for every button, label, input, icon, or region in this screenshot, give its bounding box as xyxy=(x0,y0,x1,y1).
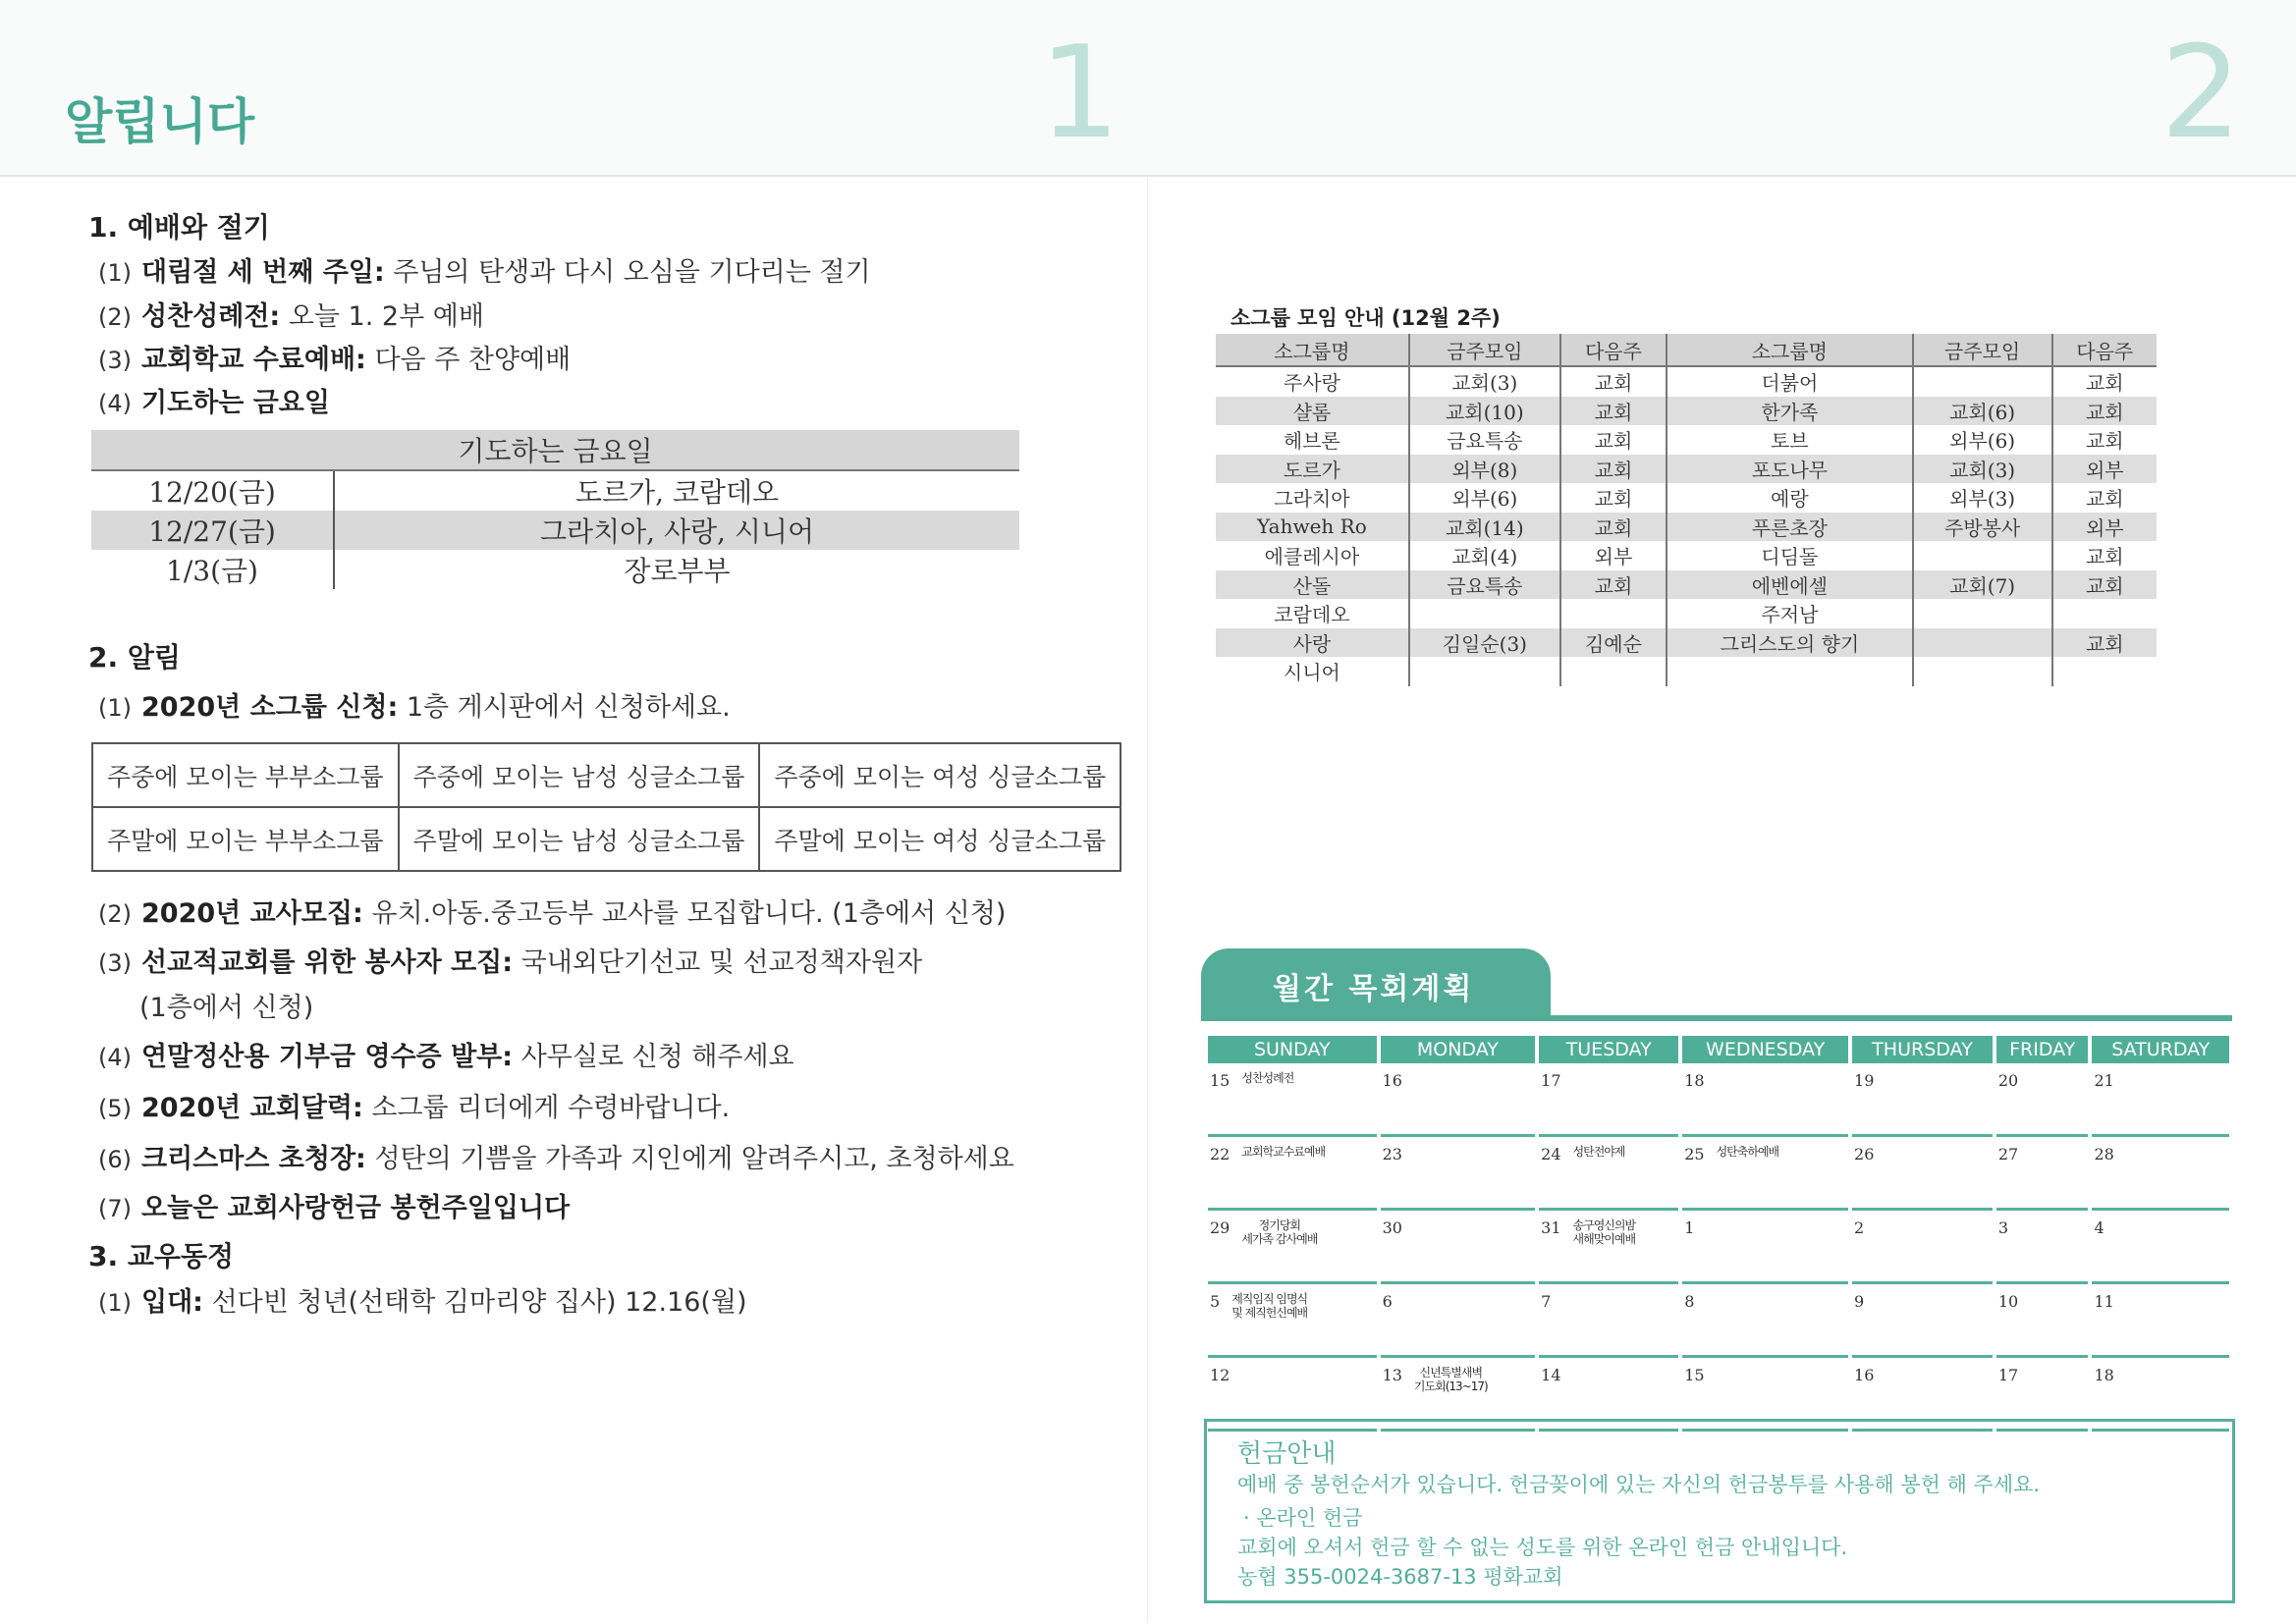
table-row xyxy=(91,550,1019,589)
table-cell: 주저남 xyxy=(1667,599,1913,628)
prayer-names: 장로부부 xyxy=(624,555,731,587)
table-row xyxy=(1216,541,2157,570)
calendar-event xyxy=(1717,1145,1779,1159)
calendar-day-cell xyxy=(1682,1137,1848,1211)
calendar-date: 14 xyxy=(1541,1366,1561,1384)
worship-item-3 xyxy=(98,338,571,376)
calendar-week-row xyxy=(1208,1063,2229,1137)
table-cell: 교회 xyxy=(1560,570,1667,600)
table-cell xyxy=(1560,657,1667,686)
table-cell: 외부 xyxy=(1560,541,1667,570)
item-text: 주님의 탄생과 다시 오심을 기다리는 절기 xyxy=(393,257,871,288)
calendar-date: 15 xyxy=(1210,1071,1230,1090)
calendar-date: 7 xyxy=(1541,1292,1552,1311)
calendar-event xyxy=(1241,1218,1317,1246)
calendar-date: 3 xyxy=(1997,1218,2009,1237)
table-cell: 더붉어 xyxy=(1667,366,1913,397)
prayer-date: 1/3(금) xyxy=(91,550,334,589)
calendar-event-line: 신년특별새벽 xyxy=(1419,1366,1483,1380)
table-cell: 예랑 xyxy=(1667,483,1913,513)
calendar-day-cell xyxy=(1381,1063,1536,1137)
calendar-event-line: 성탄축하예배 xyxy=(1716,1145,1779,1159)
calendar-date: 23 xyxy=(1382,1145,1402,1163)
calendar-event xyxy=(1573,1218,1636,1246)
table-cell: 교회 xyxy=(2052,397,2157,426)
calendar-date: 29 xyxy=(1210,1218,1230,1237)
calendar-event-line: 및 제직헌신예배 xyxy=(1231,1306,1308,1320)
calendar-event-line: 성찬성례전 xyxy=(1241,1071,1294,1085)
notice-item-3-continuation: (1층에서 신청) xyxy=(139,993,314,1023)
item-number: (6) xyxy=(98,1146,132,1173)
table-row xyxy=(1216,483,2157,513)
table-row xyxy=(1216,628,2157,658)
weekday-header: TUESDAY xyxy=(1539,1036,1678,1063)
page-number-left: 1 xyxy=(1039,18,1121,167)
item-label: 2020년 교회달력: xyxy=(141,1093,363,1123)
column-header: 금주모임 xyxy=(1409,334,1560,366)
item-text: 성탄의 기쁨을 가족과 지인에게 알려주시고, 초청하세요 xyxy=(374,1144,1014,1174)
small-group-schedule-table xyxy=(1216,334,2157,686)
small-group-types-table xyxy=(91,742,1121,872)
calendar-event-line: 성탄전야제 xyxy=(1572,1145,1625,1159)
prayer-table-header: 기도하는 금요일 xyxy=(91,430,1019,470)
calendar-event-line: 제직임직 임명식 xyxy=(1231,1292,1308,1306)
page-number-right: 2 xyxy=(2160,18,2242,167)
calendar-date: 19 xyxy=(1854,1071,1875,1090)
offering-line-1: 예배 중 봉헌순서가 있습니다. 헌금꽂이에 있는 자신의 헌금봉투를 사용해 봉헌 해 주세요. xyxy=(1237,1473,2041,1496)
table-cell xyxy=(1913,541,2052,570)
item-number: (2) xyxy=(98,900,132,928)
table-row xyxy=(1216,570,2157,600)
calendar-date: 26 xyxy=(1854,1145,1875,1163)
calendar-date: 20 xyxy=(1997,1071,2019,1090)
table-cell: 포도나무 xyxy=(1667,455,1913,484)
table-cell xyxy=(1913,657,2052,686)
column-header: 소그룹명 xyxy=(1216,334,1409,366)
weekday-header: FRIDAY xyxy=(1996,1036,2089,1063)
calendar-date: 22 xyxy=(1210,1145,1230,1163)
prayer-names: 도르가, 코람데오 xyxy=(574,476,780,509)
calendar-date: 4 xyxy=(2094,1218,2105,1237)
notice-item-4 xyxy=(98,1035,794,1073)
item-label: 2020년 교사모집: xyxy=(141,898,363,929)
table-cell xyxy=(2052,599,2157,628)
table-cell: Yahweh Ro xyxy=(1216,513,1409,542)
page-title: 알립니다 xyxy=(65,93,255,150)
table-cell: 샬롬 xyxy=(1216,397,1409,426)
item-text: 1층 게시판에서 신청하세요. xyxy=(406,692,731,723)
group-type-cell: 주중에 모이는 남성 싱글소그룹 xyxy=(399,743,760,807)
calendar-day-cell xyxy=(1682,1284,1848,1358)
table-cell: 교회 xyxy=(1560,455,1667,484)
table-cell: 교회 xyxy=(1560,366,1667,397)
calendar-date: 17 xyxy=(1541,1071,1561,1090)
calendar-event-line: 기도회(13~17) xyxy=(1413,1380,1488,1393)
offering-title: 헌금안내 xyxy=(1237,1439,1337,1469)
prayer-date: 12/20(금) xyxy=(91,470,334,511)
table-cell: 교회 xyxy=(2052,570,2157,600)
table-cell: 김일순(3) xyxy=(1409,628,1560,658)
table-row xyxy=(1216,657,2157,686)
calendar-date: 18 xyxy=(2094,1366,2114,1384)
table-cell: 그라치아 xyxy=(1216,483,1409,513)
item-label: 크리스마스 초청장: xyxy=(141,1144,366,1174)
table-cell: 교회 xyxy=(2052,628,2157,658)
table-row xyxy=(1216,425,2157,455)
item-text: 다음 주 찬양예배 xyxy=(374,345,572,375)
calendar-date: 11 xyxy=(2094,1292,2114,1311)
calendar-day-cell xyxy=(2092,1284,2229,1358)
calendar-day-cell xyxy=(1996,1137,2089,1211)
worship-item-1 xyxy=(98,250,871,289)
table-cell: 토브 xyxy=(1667,425,1913,455)
table-cell xyxy=(1409,657,1560,686)
table-cell xyxy=(1913,366,2052,397)
table-cell: 에벤에셀 xyxy=(1667,570,1913,600)
calendar-date: 2 xyxy=(1854,1218,1865,1237)
group-type-cell: 주중에 모이는 부부소그룹 xyxy=(92,743,399,807)
prayer-date: 12/27(금) xyxy=(91,511,334,550)
calendar-date: 31 xyxy=(1541,1218,1561,1237)
notice-item-6 xyxy=(98,1137,1014,1175)
table-cell: 한가족 xyxy=(1667,397,1913,426)
calendar-event xyxy=(1231,1292,1307,1320)
weekday-header: SUNDAY xyxy=(1208,1036,1377,1063)
column-header: 금주모임 xyxy=(1913,334,2052,366)
calendar-day-cell xyxy=(2092,1137,2229,1211)
column-header: 다음주 xyxy=(2052,334,2157,366)
calendar-day-cell xyxy=(1208,1137,1377,1211)
table-cell xyxy=(1913,628,2052,658)
table-cell: 헤브론 xyxy=(1216,425,1409,455)
calendar-date: 18 xyxy=(1684,1071,1705,1090)
notice-item-1 xyxy=(98,685,731,724)
section-heading-notice: 2. 알림 xyxy=(88,641,181,674)
table-cell: 교회(14) xyxy=(1409,513,1560,542)
calendar-date: 30 xyxy=(1382,1218,1402,1237)
table-row xyxy=(1216,366,2157,397)
item-text: 유치.아동.중고등부 교사를 모집합니다. (1층에서 신청) xyxy=(371,898,1007,929)
calendar-title: 월간 목회계획 xyxy=(1273,972,1475,1006)
item-label: 대림절 세 번째 주일: xyxy=(141,257,385,288)
small-group-schedule-title: 소그룹 모임 안내 (12월 2주) xyxy=(1230,306,1501,330)
table-cell xyxy=(1409,599,1560,628)
table-cell: 산돌 xyxy=(1216,570,1409,600)
notice-item-3 xyxy=(98,941,922,979)
table-cell xyxy=(2052,657,2157,686)
calendar-event xyxy=(1241,1071,1293,1085)
offering-line-3: 교회에 오셔서 헌금 할 수 없는 성도를 위한 온라인 헌금 안내입니다. xyxy=(1237,1536,1848,1559)
group-type-cell: 주중에 모이는 여성 싱글소그룹 xyxy=(759,743,1121,807)
calendar-day-cell xyxy=(1852,1211,1993,1284)
table-cell xyxy=(1913,599,2052,628)
table-cell: 주방봉사 xyxy=(1913,513,2052,542)
calendar-event-line: 세가족 감사예배 xyxy=(1241,1232,1318,1246)
table-row xyxy=(1216,513,2157,542)
table-cell: 김예순 xyxy=(1560,628,1667,658)
calendar-day-cell xyxy=(1682,1063,1848,1137)
item-label: 2020년 소그룹 신청: xyxy=(141,692,399,723)
table-cell: 교회(3) xyxy=(1913,455,2052,484)
item-text: 선다빈 청년(선태학 김마리양 집사) 12.16(월) xyxy=(211,1287,747,1318)
calendar-day-cell xyxy=(1682,1211,1848,1284)
calendar-event-line: 새해맞이예배 xyxy=(1572,1232,1636,1246)
calendar-date: 21 xyxy=(2094,1071,2114,1090)
calendar-date: 5 xyxy=(1210,1292,1221,1311)
column-header: 다음주 xyxy=(1560,334,1667,366)
table-cell: 교회(3) xyxy=(1409,366,1560,397)
item-label: 선교적교회를 위한 봉사자 모집: xyxy=(141,947,514,978)
offering-line-2: · 온라인 헌금 xyxy=(1243,1506,1363,1530)
calendar-date: 12 xyxy=(1210,1366,1230,1384)
table-cell: 푸른초장 xyxy=(1667,513,1913,542)
weekday-header: WEDNESDAY xyxy=(1682,1036,1848,1063)
table-cell: 외부 xyxy=(2052,513,2157,542)
calendar-date: 24 xyxy=(1541,1145,1561,1163)
table-cell: 교회 xyxy=(2085,429,2124,454)
calendar-day-cell xyxy=(1539,1063,1678,1137)
calendar-date: 10 xyxy=(1997,1292,2019,1311)
item-number: (1) xyxy=(98,259,132,287)
table-cell: 교회(7) xyxy=(1913,570,2052,600)
table-cell: 그리스도의 향기 xyxy=(1667,628,1913,658)
calendar-day-cell xyxy=(1539,1284,1678,1358)
group-type-cell: 주말에 모이는 남성 싱글소그룹 xyxy=(399,807,760,871)
weekday-header: MONDAY xyxy=(1381,1036,1536,1063)
table-cell: 교회 xyxy=(1560,483,1667,513)
item-number: (3) xyxy=(98,347,132,374)
item-text: 사무실로 신청 해주세요 xyxy=(520,1042,794,1072)
worship-item-2 xyxy=(98,295,484,333)
calendar-event-line: 교회학교수료예배 xyxy=(1241,1145,1326,1159)
table-cell: 교회 xyxy=(1560,425,1667,455)
table-row xyxy=(1216,599,2157,628)
table-header-row xyxy=(1216,334,2157,366)
calendar-day-cell xyxy=(1381,1284,1536,1358)
item-text: 소그룹 리더에게 수령바랍니다. xyxy=(371,1093,731,1123)
calendar-day-cell xyxy=(1996,1063,2089,1137)
notice-item-2 xyxy=(98,892,1006,930)
calendar-day-cell xyxy=(1539,1211,1678,1284)
calendar-day-cell xyxy=(1996,1211,2089,1284)
calendar-week-row xyxy=(1208,1284,2229,1358)
item-number: (3) xyxy=(98,949,132,977)
calendar-day-cell xyxy=(1852,1284,1993,1358)
table-cell: 교회 xyxy=(1560,513,1667,542)
section-heading-members: 3. 교우동정 xyxy=(88,1240,235,1272)
item-label: 입대: xyxy=(141,1287,203,1318)
table-row xyxy=(91,511,1019,550)
table-cell: 주사랑 xyxy=(1216,366,1409,397)
table-cell: 코람데오 xyxy=(1216,599,1409,628)
notice-item-7 xyxy=(98,1186,570,1224)
table-cell: 외부 xyxy=(2052,455,2157,484)
table-cell: 외부(6) xyxy=(1913,425,2052,455)
header-band xyxy=(0,0,2296,177)
table-row xyxy=(1216,397,2157,426)
table-cell: 금요특송 xyxy=(1409,570,1560,600)
calendar-date: 15 xyxy=(1684,1366,1705,1384)
calendar-day-cell xyxy=(1852,1137,1993,1211)
table-cell: 에클레시아 xyxy=(1216,541,1409,570)
table-row xyxy=(1216,455,2157,484)
calendar-date: 6 xyxy=(1382,1292,1393,1311)
group-type-cell: 주말에 모이는 여성 싱글소그룹 xyxy=(759,807,1121,871)
calendar-week-row xyxy=(1208,1137,2229,1211)
worship-item-4 xyxy=(98,381,330,419)
table-cell: 교회 xyxy=(2085,545,2124,569)
table-cell: 외부(8) xyxy=(1409,455,1560,484)
item-number: (4) xyxy=(98,1044,132,1071)
calendar-day-cell xyxy=(1208,1211,1377,1284)
calendar-date: 16 xyxy=(1382,1071,1402,1090)
item-label: 교회학교 수료예배: xyxy=(141,345,366,375)
table-cell: 교회 xyxy=(1560,397,1667,426)
table-row xyxy=(92,743,1121,807)
calendar-week-row xyxy=(1208,1211,2229,1284)
calendar-date: 25 xyxy=(1684,1145,1705,1163)
table-cell xyxy=(1667,657,1913,686)
table-row xyxy=(92,807,1121,871)
table-row xyxy=(91,470,1019,511)
calendar-day-cell xyxy=(1208,1284,1377,1358)
item-text: 국내외단기선교 및 선교정책자원자 xyxy=(520,947,923,978)
weekday-header: SATURDAY xyxy=(2092,1036,2229,1063)
table-cell: 사랑 xyxy=(1216,628,1409,658)
monthly-calendar xyxy=(1204,1036,2233,1432)
calendar-day-cell xyxy=(1852,1063,1993,1137)
item-label: 연말정산용 기부금 영수증 발부: xyxy=(141,1042,514,1072)
offering-line-4: 농협 355-0024-3687-13 평화교회 xyxy=(1237,1565,1563,1589)
calendar-event xyxy=(1573,1145,1625,1159)
table-cell: 도르가 xyxy=(1216,455,1409,484)
calendar-day-cell xyxy=(1381,1211,1536,1284)
table-cell: 교회 xyxy=(2085,487,2124,512)
weekday-header-row xyxy=(1208,1036,2229,1063)
calendar-date: 1 xyxy=(1684,1218,1695,1237)
members-item-1 xyxy=(98,1280,747,1319)
calendar-event-line: 송구영신의밤 xyxy=(1572,1218,1636,1232)
table-cell: 교회(4) xyxy=(1409,541,1560,570)
prayer-friday-table xyxy=(91,430,1019,589)
calendar-date: 9 xyxy=(1854,1292,1865,1311)
table-cell: 시니어 xyxy=(1216,657,1409,686)
table-cell xyxy=(1560,599,1667,628)
table-cell: 교회(10) xyxy=(1409,397,1560,426)
item-number: (5) xyxy=(98,1095,132,1122)
calendar-day-cell xyxy=(2092,1063,2229,1137)
calendar-date: 16 xyxy=(1854,1366,1875,1384)
table-cell: 교회(6) xyxy=(1913,397,2052,426)
item-number: (1) xyxy=(98,694,132,722)
item-label: 오늘은 교회사랑헌금 봉헌주일입니다 xyxy=(141,1193,571,1223)
item-number: (7) xyxy=(98,1195,132,1222)
table-cell: 교회 xyxy=(2085,371,2124,396)
column-header: 소그룹명 xyxy=(1667,334,1913,366)
calendar-title-rule xyxy=(1201,1015,2232,1021)
weekday-header: THURSDAY xyxy=(1852,1036,1993,1063)
prayer-names: 그라치아, 사랑, 시니어 xyxy=(334,511,1019,550)
page-fold-divider xyxy=(1147,175,1148,1623)
calendar-event-line: 정기당회 xyxy=(1258,1218,1301,1232)
calendar-date: 8 xyxy=(1684,1292,1695,1311)
item-label: 성찬성례전: xyxy=(141,301,281,332)
item-number: (2) xyxy=(98,303,132,331)
table-cell: 금요특송 xyxy=(1409,425,1560,455)
calendar-day-cell xyxy=(2092,1211,2229,1284)
table-cell: 외부(6) xyxy=(1409,483,1560,513)
table-cell: 외부(3) xyxy=(1913,483,2052,513)
calendar-date: 27 xyxy=(1997,1145,2019,1163)
calendar-day-cell xyxy=(1381,1137,1536,1211)
calendar-day-cell xyxy=(1996,1284,2089,1358)
table-cell: 디딤돌 xyxy=(1667,541,1913,570)
calendar-day-cell xyxy=(1208,1063,1377,1137)
item-text: 오늘 1. 2부 예배 xyxy=(288,301,484,332)
calendar-day-cell xyxy=(1539,1137,1678,1211)
group-type-cell: 주말에 모이는 부부소그룹 xyxy=(92,807,399,871)
notice-item-5 xyxy=(98,1086,730,1124)
calendar-date: 13 xyxy=(1382,1366,1402,1384)
calendar-event xyxy=(1414,1366,1488,1393)
calendar-event xyxy=(1241,1145,1325,1159)
item-number: (4) xyxy=(98,390,132,417)
item-label: 기도하는 금요일 xyxy=(141,388,330,418)
section-heading-worship: 1. 예배와 절기 xyxy=(88,211,270,243)
calendar-date: 17 xyxy=(1997,1366,2019,1384)
item-number: (1) xyxy=(98,1289,132,1317)
calendar-date: 28 xyxy=(2094,1145,2114,1163)
